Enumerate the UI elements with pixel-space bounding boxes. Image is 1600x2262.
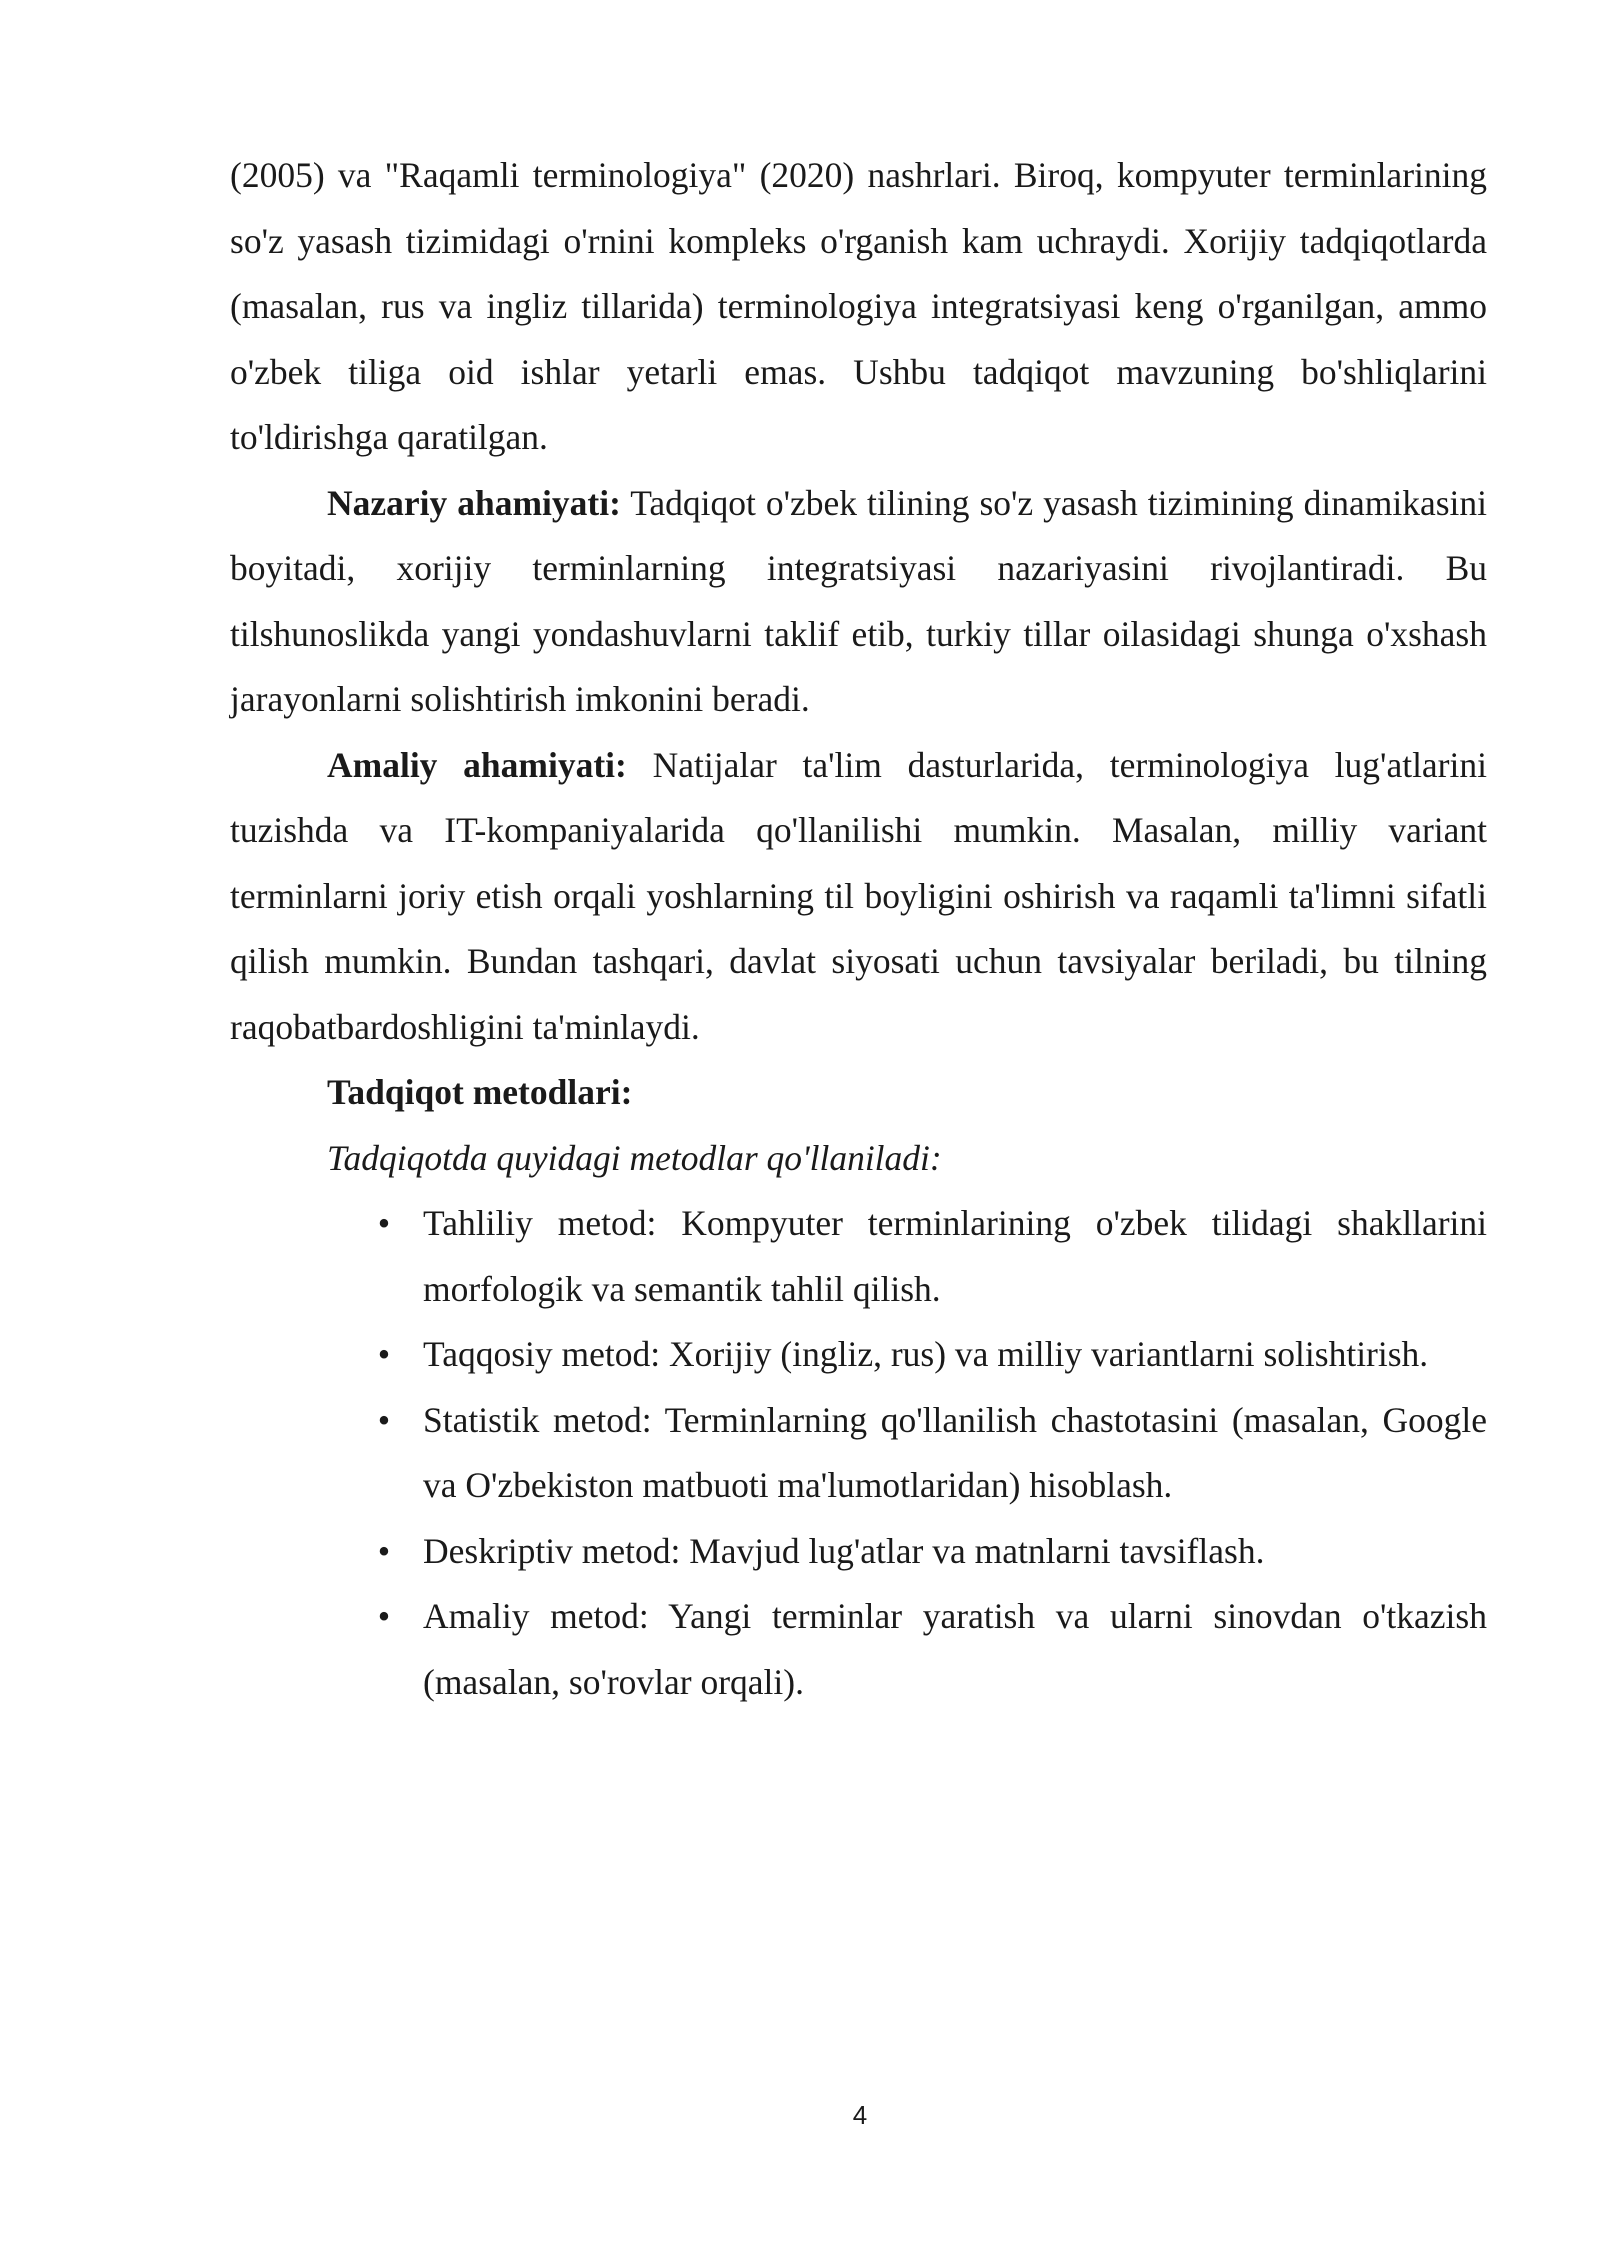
- bullet-icon: •: [377, 1334, 391, 1374]
- paragraph-theoretical-significance: [230, 471, 1487, 733]
- methods-intro: Tadqiqotda quyidagi metodlar qo'llaniladi:: [327, 1137, 942, 1178]
- bullet-icon: •: [377, 1203, 391, 1243]
- practical-significance-label: Amaliy ahamiyati:: [327, 744, 627, 785]
- method-text: Amaliy metod: Yangi terminlar yaratish va ularni sinovdan o'tkazish (masalan, so'rovlar orqali).: [423, 1596, 1487, 1702]
- bullet-icon: •: [377, 1399, 391, 1440]
- list-item: [230, 1191, 1487, 1322]
- theoretical-significance-text: Tadqiqot o'zbek tilining so'z yasash tizimining dinamikasini boyitadi, xorijiy terminlarning integratsiyasi nazariyasini rivojlantiradi. Bu tilshunoslikda yangi yondashuvlarni taklif etib, turkiy tillar oilasidagi shunga o'xshash jarayonlarni solishtirish imkonini beradi.: [230, 482, 1487, 719]
- list-item: [230, 1584, 1487, 1715]
- methods-list: [230, 1191, 1487, 1715]
- bullet-icon: •: [377, 1596, 391, 1636]
- paragraph-practical-significance: [230, 733, 1487, 1061]
- practical-significance-text: Natijalar ta'lim dasturlarida, terminologiya lug'atlarini tuzishda va IT-kompaniyalarida qo'llanilishi mumkin. Masalan, milliy variant terminlarni joriy etish orqali yoshlarning til boyligini oshirish va raqamli ta'limni sifatli qilish mumkin. Bundan tashqari, davlat siyosati uchun tavsiyalar beriladi, bu tilning raqobatbardoshligini ta'minlaydi.: [230, 744, 1487, 1047]
- page-number: 4: [852, 2100, 868, 2130]
- list-item: [230, 1322, 1487, 1388]
- theoretical-significance-label: Nazariy ahamiyati:: [327, 482, 621, 523]
- paragraph-literature-continuation: (2005) va "Raqamli terminologiya" (2020) nashrlari. Biroq, kompyuter terminlarining so'z yasash tizimidagi o'rnini kompleks o'rganish kam uchraydi. Xorijiy tadqiqotlarda (masalan, rus va ingliz tillarida) terminologiya integratsiyasi keng o'rganilgan, ammo o'zbek tiliga oid ishlar yetarli emas. Ushbu tadqiqot mavzuning bo'shliqlarini to'ldirishga qaratilgan.: [230, 155, 1487, 457]
- method-text: Deskriptiv metod: Mavjud lug'atlar va matnlarni tavsiflash.: [423, 1530, 1265, 1571]
- list-item: [230, 1519, 1487, 1585]
- page-body: [230, 143, 1487, 1715]
- method-text: Taqqosiy metod: Xorijiy (ingliz, rus) va milliy variantlarni solishtirish.: [423, 1334, 1429, 1374]
- method-text: Tahliliy metod: Kompyuter terminlarining o'zbek tilidagi shakllarini morfologik va semantik tahlil qilish.: [423, 1203, 1487, 1309]
- bullet-icon: •: [377, 1530, 391, 1571]
- methods-heading: Tadqiqot metodlari:: [327, 1072, 633, 1112]
- list-item: [230, 1388, 1487, 1519]
- method-text: Statistik metod: Terminlarning qo'llanilish chastotasini (masalan, Google va O'zbekiston matbuoti ma'lumotlaridan) hisoblash.: [423, 1399, 1487, 1505]
